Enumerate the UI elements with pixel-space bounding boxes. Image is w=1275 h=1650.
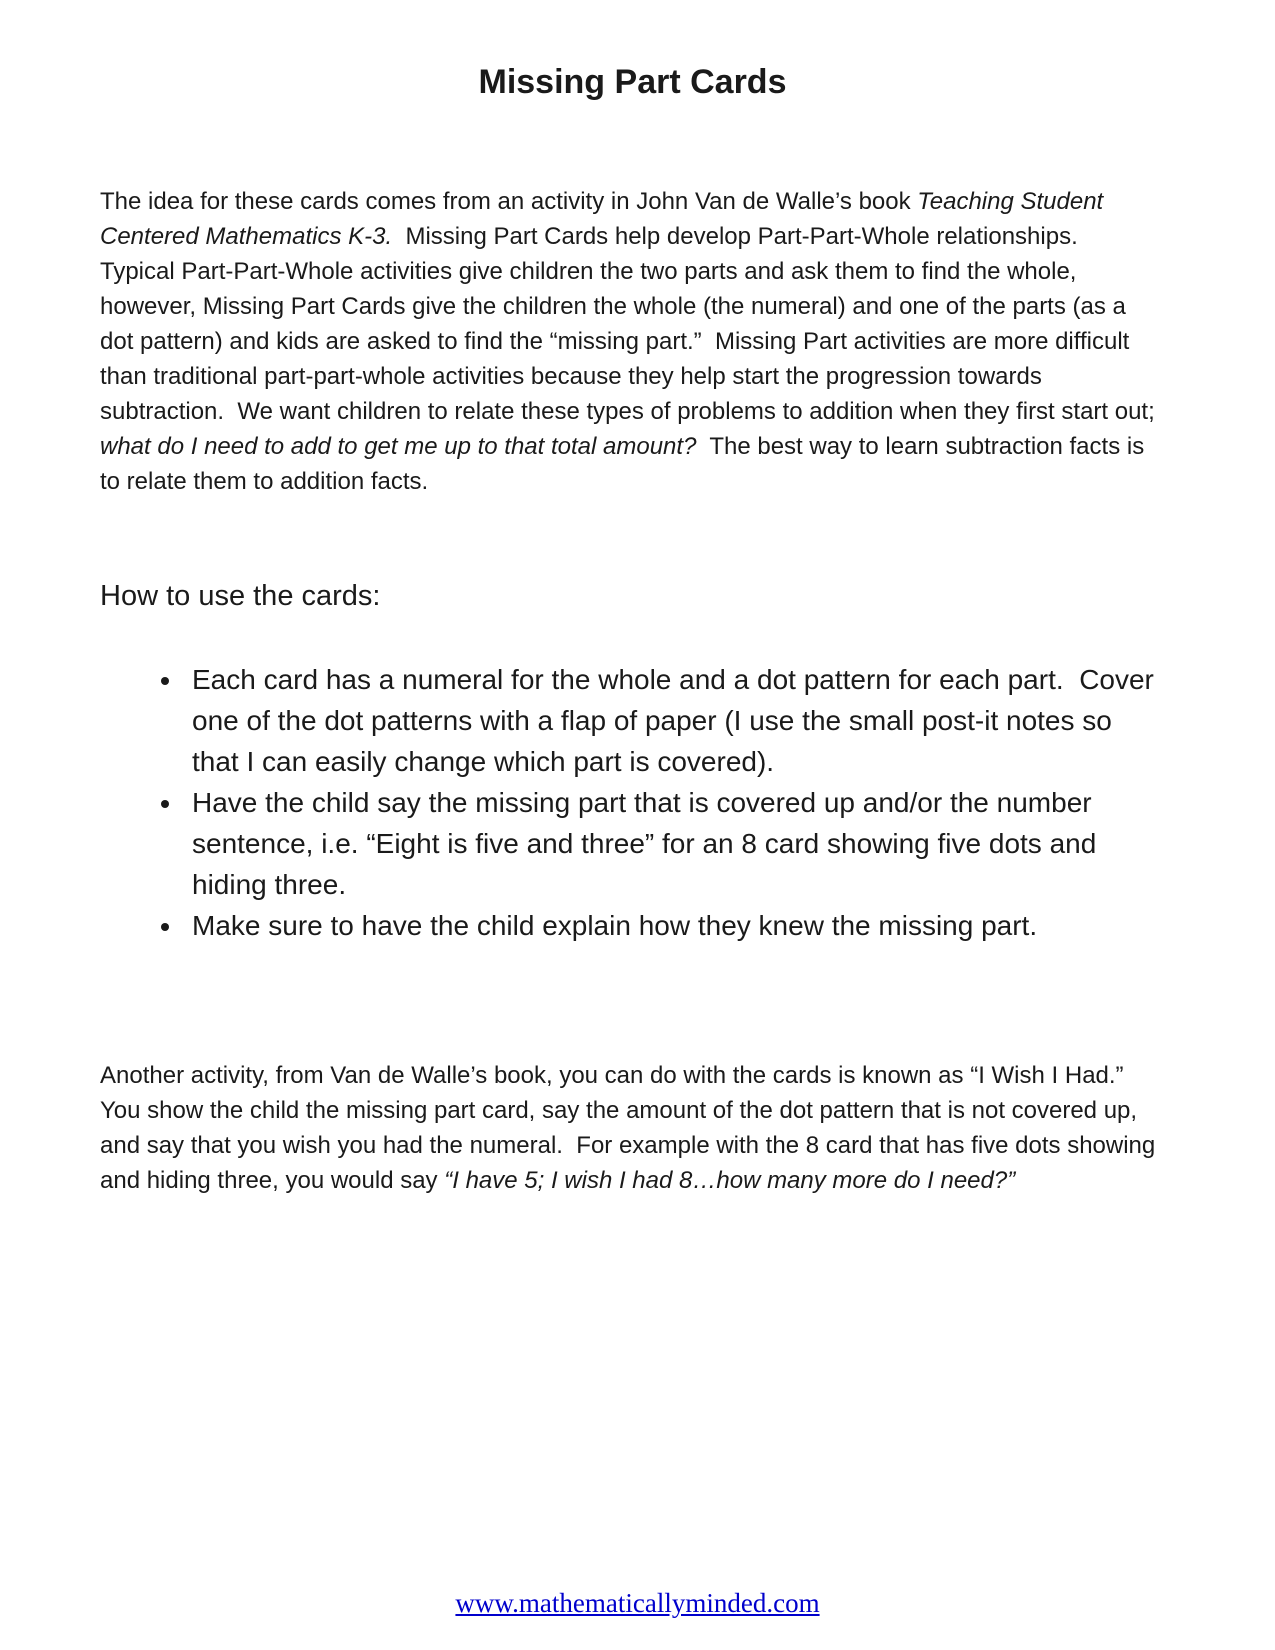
intro-paragraph [100,184,1165,499]
text-run: Another activity, from Van de Walle’s book, you can do with the cards is known as “I Wish I Had.” You show the child the missing part card, say the amount of the dot pattern that is not covered up, and say that you wish you had the numeral. For example with the 8 card that has five dots showing and hiding three, you would say [100,1062,1162,1194]
italic-text-run: “I have 5; I wish I had 8…how many more do I need?” [444,1167,1016,1194]
text-run: The best way to learn subtraction facts is to relate them to addition facts. [100,433,1151,495]
text-run: Each card has a numeral for the whole and a dot pattern for each part. Cover one of the dot patterns with a flap of paper (I use the small post-it notes so that I can easily change which part is covered). [192,664,1162,777]
text-run: The idea for these cards comes from an activity in John Van de Walle’s book [100,188,918,215]
i-wish-i-had-paragraph [100,1058,1165,1198]
page-footer [0,1588,1275,1619]
list-item-child-says-missing-part [184,782,1165,905]
text-run: Missing Part Cards help develop Part-Part-Whole relationships. Typical Part-Part-Whole activities give children the two parts and ask them to find the whole, however, Missing Part Cards give the children the whole (the numeral) and one of the parts (as a dot pattern) and kids are asked to find the “missing part.” Missing Part activities are more difficult than traditional part-part-whole activities because they help start the progression towards subtraction. We want children to relate these types of problems to addition when they first start out; [100,223,1162,425]
text-run: Have the child say the missing part that is covered up and/or the number sentence, i.e. “Eight is five and three” for an 8 card showing five dots and hiding three. [192,787,1105,900]
italic-text-run: Teaching Student Centered Mathematics K-3. [100,188,1110,250]
italic-text-run: what do I need to add to get me up to that total amount? [100,433,697,460]
section-heading-how-to-use: How to use the cards: [100,580,381,612]
text-run: Make sure to have the child explain how they knew the missing part. [192,910,1038,941]
list-item-child-explains [184,905,1165,946]
footer-link[interactable]: www.mathematicallyminded.com [455,1588,820,1618]
page-title: Missing Part Cards [478,63,787,101]
how-to-bullet-list [100,659,1165,946]
list-item-card-description [184,659,1165,782]
